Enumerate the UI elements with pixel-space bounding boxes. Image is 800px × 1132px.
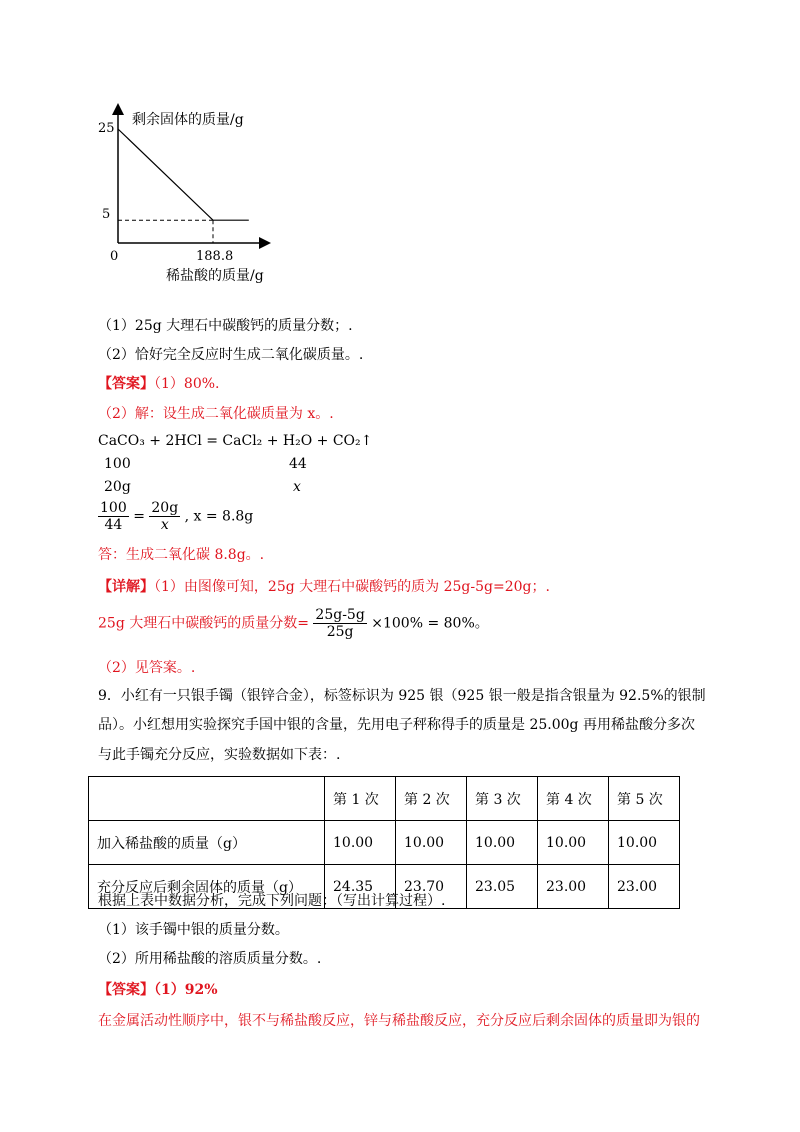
mw-left: 100 <box>104 456 131 472</box>
table-row <box>89 821 680 865</box>
q9-answer: 【答案】（1）92% <box>98 982 218 998</box>
table-cell: 23.00 <box>609 865 680 909</box>
q9-after-table: 根据上表中数据分析，完成下列问题：（写出计算过程）. <box>98 893 446 909</box>
table-cell: 24.35 <box>325 865 396 909</box>
q9-line3: 与此手镯充分反应，实验数据如下表：. <box>98 747 341 763</box>
y-tick-5: 5 <box>102 207 111 222</box>
q8-answer <box>98 375 219 393</box>
table-cell: 23.70 <box>396 865 467 909</box>
q9-sub2: （2）所用稀盐酸的溶质质量分数。. <box>98 951 322 967</box>
table-cell: 23.00 <box>538 865 609 909</box>
q9-explanation: 在金属活动性顺序中，银不与稀盐酸反应，锌与稀盐酸反应，充分反应后剩余固体的质量即为银的 <box>98 1013 700 1029</box>
detail-label: 【详解】 <box>98 579 154 595</box>
x-tick-188-8: 188.8 <box>196 249 234 264</box>
table-cell: 10.00 <box>396 821 467 865</box>
table-header-cell: 第 2 次 <box>396 777 467 821</box>
mass-chart <box>90 96 290 286</box>
ratio-right: $\frac{20g}{x}$ <box>151 500 179 533</box>
q8-detail1: 【详解】（1）由图像可知，25g 大理石中碳酸钙的质为 25g-5g=20g；. <box>98 579 550 595</box>
mass-left: 20g <box>104 479 131 495</box>
q8-sub1: （1）25g 大理石中碳酸钙的质量分数；. <box>98 318 353 334</box>
table-header-cell: 第 5 次 <box>609 777 680 821</box>
q8-detail2: 25g 大理石中碳酸钙的质量分数= $\frac{25g-5g}{25g}$ ×100% = 80%。 <box>98 607 489 640</box>
table-header-row <box>89 777 680 821</box>
answer-part1: （1）80%. <box>154 376 220 392</box>
chemical-equation: CaCO₃ + 2HCl = CaCl₂ + H₂O + CO₂↑ <box>98 433 373 449</box>
table-cell: 10.00 <box>467 821 538 865</box>
origin-label: 0 <box>110 249 119 264</box>
ratio-equation: $\frac{100}{44}$ = $\frac{20g}{x}$ , x = 8.8g <box>100 500 254 533</box>
y-tick-25: 25 <box>98 121 115 136</box>
x-axis-label: 稀盐酸的质量/g <box>166 268 264 284</box>
series-line <box>118 129 249 220</box>
ratio-left: $\frac{100}{44}$ <box>100 500 127 533</box>
table-header-cell: 第 1 次 <box>325 777 396 821</box>
q9-line1: 9．小红有一只银手镯（银锌合金），标签标识为 925 银（925 银一般是指含银量为 92.5%的银制 <box>98 688 706 704</box>
table-cell: 充分反应后剩余固体的质量（g） <box>89 865 325 909</box>
table-cell: 加入稀盐酸的质量（g） <box>89 821 325 865</box>
q9-line2: 品）。小红想用实验探究手国中银的含量，先用电子秤称得手的质量是 25.00g 再用稀盐酸分多次 <box>98 717 695 733</box>
table-header-cell: 第 3 次 <box>467 777 538 821</box>
mw-right: 44 <box>289 456 307 472</box>
ratio-result: , x = 8.8g <box>184 508 254 525</box>
q8-answer2: （2）解：设生成二氧化碳质量为 x。. <box>98 406 334 422</box>
detail2-fraction: $\frac{25g-5g}{25g}$ <box>315 607 365 640</box>
table-cell: 10.00 <box>609 821 680 865</box>
q8-sub2: （2）恰好完全反应时生成二氧化碳质量。. <box>98 347 364 363</box>
table-cell: 10.00 <box>538 821 609 865</box>
y-axis-label: 剩余固体的质量/g <box>132 112 244 128</box>
q8-detail3: （2）见答案。. <box>98 660 196 676</box>
table-header-cell: 第 4 次 <box>538 777 609 821</box>
answer-label: 【答案】 <box>98 982 154 998</box>
table-header-cell <box>89 777 325 821</box>
q8-final-answer: 答：生成二氧化碳 8.8g。. <box>98 547 265 563</box>
table-cell: 10.00 <box>325 821 396 865</box>
experiment-table <box>88 776 680 909</box>
mass-right: x <box>293 479 301 495</box>
table-cell: 23.05 <box>467 865 538 909</box>
q9-sub1: （1）该手镯中银的质量分数。 <box>98 922 289 938</box>
answer-label: 【答案】 <box>98 376 154 392</box>
